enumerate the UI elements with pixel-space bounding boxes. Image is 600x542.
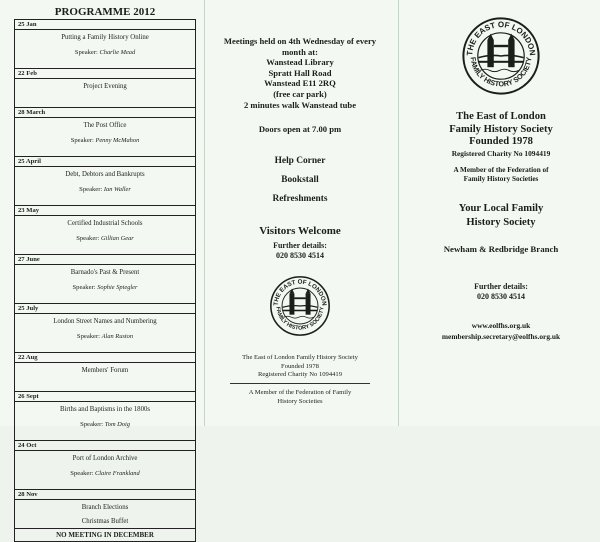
- details-label: Further details:: [273, 241, 327, 251]
- society-block: [214, 354, 386, 380]
- local-line: Your Local Family: [458, 202, 544, 214]
- speaker-name: Penny McMahon: [95, 137, 140, 144]
- info-line: Wanstead Library: [266, 57, 334, 68]
- entry-date: 25 Jan: [15, 20, 195, 30]
- entry-topic: Branch Elections: [81, 504, 129, 511]
- doors-open: Doors open at 7.00 pm: [258, 124, 342, 135]
- branch-name: Newham & Redbridge Branch: [443, 243, 559, 254]
- federation-line: A Member of the Federation of: [453, 165, 549, 174]
- entry-date: 23 May: [15, 206, 195, 216]
- info-line: Meetings held on 4th Wednesday of every: [223, 36, 377, 46]
- programme-table: [14, 19, 196, 542]
- svg-text:FAMILY HISTORY SOCIETY: FAMILY HISTORY SOCIETY: [468, 56, 534, 89]
- entry-topic: Christmas Buffet: [81, 518, 129, 525]
- info-line: Wanstead E11 2RQ: [264, 78, 336, 89]
- entry-speaker: [15, 47, 195, 58]
- speaker-label: Speaker:: [79, 186, 104, 193]
- speaker-label: Speaker:: [72, 284, 98, 291]
- programme-entry: [15, 392, 195, 441]
- entry-body: [15, 216, 195, 254]
- entry-speaker: [15, 233, 195, 244]
- society-name-line: The East of London: [456, 111, 546, 122]
- local-line: History Society: [466, 216, 536, 228]
- entry-topic: Project Evening: [83, 83, 127, 90]
- programme-entry: [15, 255, 195, 304]
- fold-line-right: [398, 0, 399, 426]
- speaker-name: Sophie Spiegler: [97, 284, 138, 291]
- speaker-label: Speaker:: [80, 421, 105, 428]
- entry-speaker: [15, 419, 195, 430]
- svg-text:THE EAST OF LONDON: THE EAST OF LONDON: [465, 20, 537, 57]
- info-line: (free car park): [273, 88, 327, 99]
- speaker-name: Claire Frankland: [95, 470, 140, 477]
- entry-body: [15, 402, 195, 440]
- entry-date: 27 June: [15, 255, 195, 265]
- contact-links: [408, 320, 594, 342]
- entry-speaker: [15, 331, 195, 342]
- entry-body: [15, 265, 195, 303]
- tower-bridge-logo-icon: [269, 275, 331, 337]
- cover-panel: [408, 6, 594, 342]
- programme-entry: [15, 69, 195, 108]
- entry-body: [15, 363, 195, 391]
- entry-speaker: [15, 282, 195, 293]
- society-line: Registered Charity No 1094419: [257, 371, 343, 379]
- svg-text:THE EAST OF LONDON: THE EAST OF LONDON: [272, 278, 328, 307]
- svg-text:FAMILY HISTORY SOCIETY: FAMILY HISTORY SOCIETY: [274, 306, 326, 332]
- speaker-label: Speaker:: [76, 333, 102, 340]
- entry-topic: Debt, Debtors and Bankrupts: [65, 171, 145, 178]
- society-name: [408, 111, 594, 149]
- entry-topic: Putting a Family History Online: [61, 34, 149, 41]
- entry-date: 28 March: [15, 108, 195, 118]
- speaker-name: Tom Doig: [104, 421, 130, 428]
- fold-line-left: [204, 0, 205, 426]
- entry-date: 25 April: [15, 157, 195, 167]
- society-logo: [214, 275, 386, 342]
- entry-body: [15, 30, 195, 68]
- entry-topic: Members' Forum: [81, 367, 129, 374]
- society-name-line: Founded 1978: [469, 136, 533, 148]
- entry-date: 28 Nov: [15, 490, 195, 500]
- programme-entry: [15, 108, 195, 157]
- speaker-label: Speaker:: [74, 49, 100, 56]
- info-line: month at:: [281, 46, 319, 57]
- speaker-label: Speaker:: [76, 235, 101, 242]
- programme-entry: [15, 353, 195, 392]
- entry-topic: London Street Names and Numbering: [53, 318, 157, 325]
- speaker-name: Ian Waller: [103, 186, 131, 193]
- entry-date: 25 July: [15, 304, 195, 314]
- entry-topic: The Post Office: [83, 122, 127, 129]
- programme-entry: [15, 441, 195, 490]
- speaker-label: Speaker:: [70, 137, 96, 144]
- federation-line: History Societies: [277, 397, 323, 405]
- service-bookstall: Bookstall: [281, 175, 319, 186]
- society-line: The East of London Family History Society: [242, 354, 358, 362]
- programme-entry: [15, 157, 195, 206]
- federation-block: [408, 166, 594, 184]
- entry-date: 22 Feb: [15, 69, 195, 79]
- meeting-venue: [214, 36, 386, 110]
- divider: [230, 383, 370, 384]
- speaker-name: Charlie Mead: [99, 49, 136, 56]
- entry-speaker: [15, 135, 195, 146]
- programme-panel: [14, 6, 196, 542]
- info-line: Spratt Hall Road: [268, 67, 332, 78]
- speaker-name: Gillian Gear: [100, 235, 134, 242]
- services-list: [214, 152, 386, 209]
- speaker-name: Alan Ruston: [101, 333, 134, 340]
- entry-date: 22 Aug: [15, 353, 195, 363]
- website-link[interactable]: www.eolfhs.org.uk: [471, 320, 531, 330]
- federation-block: [214, 389, 386, 406]
- further-details: [214, 241, 386, 261]
- visitors-welcome: Visitors Welcome: [259, 225, 341, 238]
- programme-entry: [15, 206, 195, 255]
- cover-logo: [408, 16, 594, 101]
- charity-number: Registered Charity No 1094419: [451, 148, 551, 158]
- society-name-line: Family History Society: [449, 123, 553, 135]
- further-details: [408, 282, 594, 302]
- service-refreshments: Refreshments: [272, 194, 328, 205]
- programme-entry: [15, 304, 195, 353]
- entry-topic: Births and Baptisms in the 1800s: [59, 406, 151, 413]
- programme-title: PROGRAMME 2012: [54, 6, 156, 18]
- no-meeting-december: NO MEETING IN DECEMBER: [15, 529, 195, 542]
- programme-entry: [15, 490, 195, 529]
- speaker-label: Speaker:: [70, 470, 96, 477]
- federation-line: Family History Societies: [463, 174, 539, 183]
- society-line: Founded 1978: [281, 362, 319, 370]
- entry-body: [15, 118, 195, 156]
- tower-bridge-logo-icon: [461, 16, 541, 96]
- programme-entry: [15, 20, 195, 69]
- entry-body: [15, 79, 195, 107]
- entry-body: [15, 314, 195, 352]
- federation-line: A Member of the Federation of Family: [248, 388, 352, 396]
- entry-body: [15, 451, 195, 489]
- entry-body: [15, 167, 195, 205]
- entry-speaker: [15, 184, 195, 195]
- email-link[interactable]: membership.secretary@eolfhs.org.uk: [441, 331, 561, 341]
- entry-topic: Port of London Archive: [72, 455, 138, 462]
- meeting-info-panel: [214, 6, 386, 406]
- entry-topic: Barnado's Past & Present: [70, 269, 140, 276]
- details-label: Further details:: [474, 281, 528, 291]
- info-line: 2 minutes walk Wanstead tube: [243, 99, 357, 110]
- entry-body: [15, 500, 195, 528]
- service-help-corner: Help Corner: [274, 156, 326, 167]
- entry-speaker: [15, 468, 195, 479]
- entry-date: 24 Oct: [15, 441, 195, 451]
- phone-number: 020 8530 4514: [276, 251, 324, 261]
- entry-topic: Certified Industrial Schools: [67, 220, 143, 227]
- phone-number: 020 8530 4514: [477, 291, 525, 301]
- entry-date: 26 Sept: [15, 392, 195, 402]
- local-society-heading: [408, 202, 594, 230]
